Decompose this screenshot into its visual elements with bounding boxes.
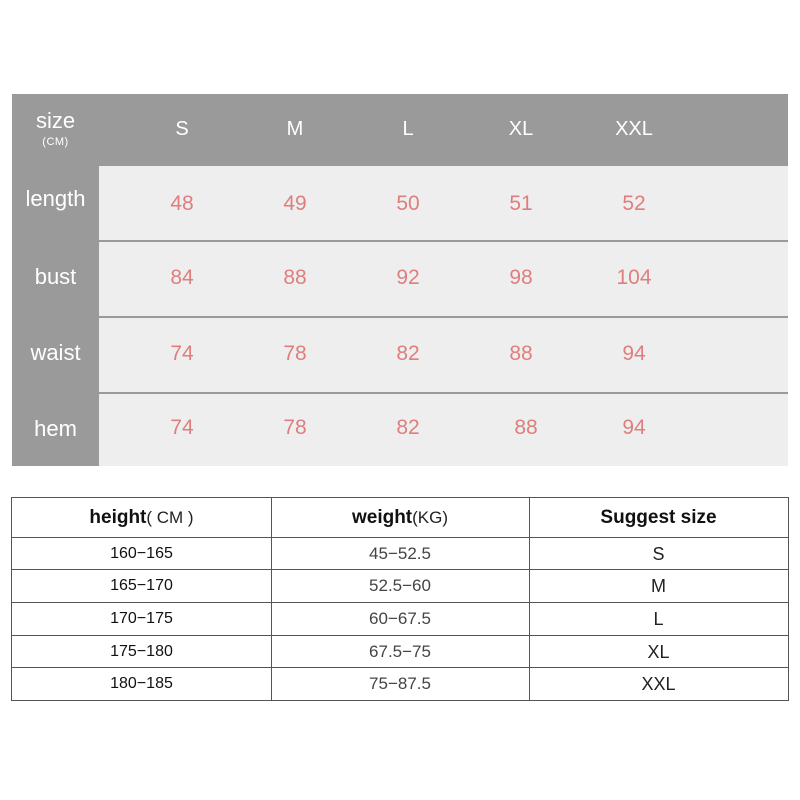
table-row xyxy=(99,394,788,466)
size-header-l: L xyxy=(402,118,414,140)
corner-size-label: size xyxy=(35,108,76,133)
value-cell: 88 xyxy=(514,416,538,439)
value-cell: 98 xyxy=(509,266,533,289)
value-cell: 88 xyxy=(283,266,307,289)
weight-cell: 45−52.5 xyxy=(369,544,431,563)
value-cell: 74 xyxy=(170,342,194,365)
value-cell: 52 xyxy=(622,192,646,215)
header-height-label: height xyxy=(89,507,147,528)
size-cell: XL xyxy=(647,642,670,662)
size-cell: M xyxy=(651,576,666,596)
value-cell: 48 xyxy=(170,192,194,215)
value-cell: 50 xyxy=(396,192,420,215)
value-cell: 104 xyxy=(616,266,652,289)
row-label-length: length xyxy=(25,186,86,211)
value-cell: 82 xyxy=(396,342,420,365)
table-row xyxy=(99,242,788,316)
table-row xyxy=(99,166,788,240)
height-cell: 160−165 xyxy=(110,545,173,562)
size-header-xxl: XXL xyxy=(615,118,653,140)
header-suggest-size: Suggest size xyxy=(600,507,717,528)
size-recommendation-table xyxy=(11,497,789,701)
header-weight-label: weight xyxy=(351,507,413,528)
size-cell: S xyxy=(652,544,665,564)
size-chart-table xyxy=(12,94,788,466)
height-cell: 175−180 xyxy=(110,643,173,660)
value-cell: 51 xyxy=(509,192,533,215)
value-cell: 49 xyxy=(283,192,307,215)
row-label-bust: bust xyxy=(34,264,77,289)
value-cell: 78 xyxy=(283,342,307,365)
value-cell: 78 xyxy=(283,416,307,439)
header-height xyxy=(12,498,271,538)
size-cell: XXL xyxy=(641,674,676,694)
value-cell: 74 xyxy=(170,416,194,439)
weight-cell: 60−67.5 xyxy=(369,609,431,628)
size-cell: L xyxy=(653,609,664,629)
height-cell: 170−175 xyxy=(110,610,173,627)
corner-unit-label: (CM) xyxy=(42,136,69,148)
size-header-s: S xyxy=(175,118,189,140)
size-header-xl: XL xyxy=(508,118,534,140)
size-header-m: M xyxy=(286,118,304,140)
weight-cell: 67.5−75 xyxy=(369,642,431,661)
weight-cell: 75−87.5 xyxy=(369,674,431,693)
height-cell: 180−185 xyxy=(110,675,173,692)
value-cell: 84 xyxy=(170,266,194,289)
height-cell: 165−170 xyxy=(110,577,173,594)
value-cell: 88 xyxy=(509,342,533,365)
row-label-hem: hem xyxy=(34,416,77,441)
header-weight xyxy=(271,498,529,538)
size-header-row xyxy=(99,94,788,166)
header-height-unit: ( CM ) xyxy=(146,508,194,527)
value-cell: 94 xyxy=(622,416,646,439)
header-weight-unit: (KG) xyxy=(412,508,449,527)
table-row xyxy=(99,318,788,392)
value-cell: 82 xyxy=(396,416,420,439)
row-label-waist: waist xyxy=(30,340,81,365)
weight-cell: 52.5−60 xyxy=(369,576,431,595)
value-cell: 94 xyxy=(622,342,646,365)
value-cell: 92 xyxy=(396,266,420,289)
